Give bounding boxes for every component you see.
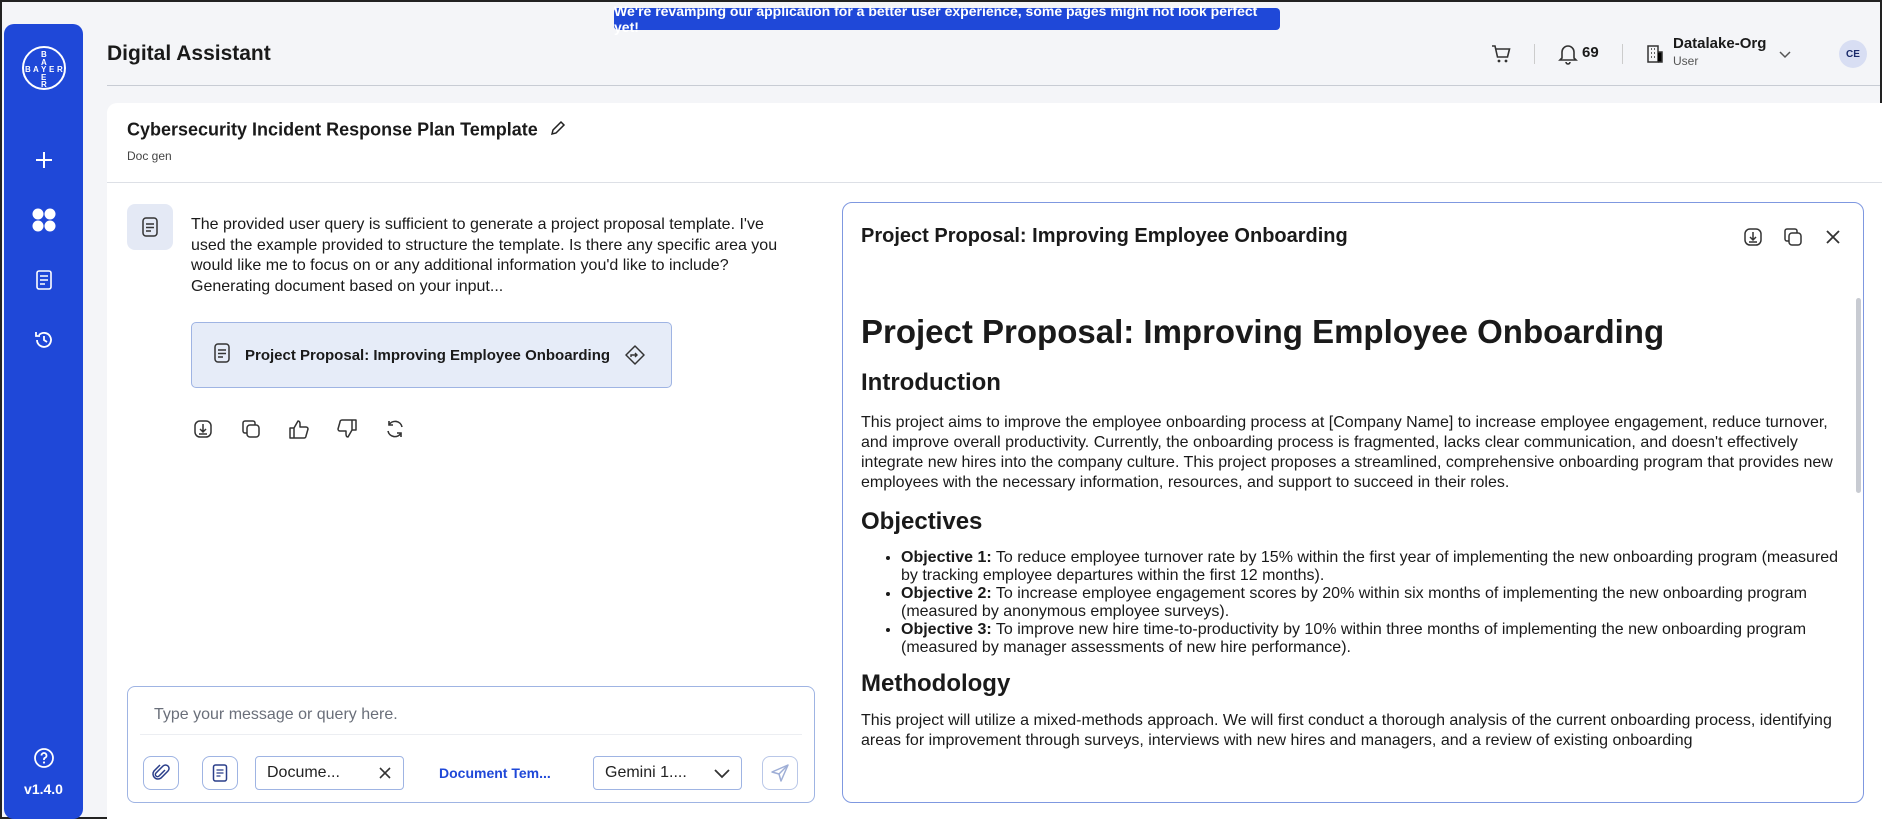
thumbs-down-icon[interactable] [335,417,359,441]
org-role: User [1673,54,1699,68]
edit-pencil-icon[interactable] [549,119,567,142]
preview-scrollbar[interactable] [1856,298,1861,493]
help-icon[interactable] [28,742,60,774]
introduction-text: This project aims to improve the employee onboarding process at [Company Name] to increase employee engagement, reduce turnover, and improve overall productivity. Currently, the onboarding process is fragmented, lacks clear communication, and doesn't effectively integrate new hires into the company culture. This project proposes a streamlined, comprehensive onboarding program that provides new employees with the necessary information, resources, and support to succeed in their roles. [861,414,1833,491]
preview-heading-1: Project Proposal: Improving Employee Onboarding [861,313,1665,350]
user-avatar[interactable]: CE [1839,40,1867,68]
sidebar [4,24,83,819]
page-title: Cybersecurity Incident Response Plan Template [127,119,567,142]
list-item: • Objective 2: To increase employee engagement scores by 20% within six months of implementing the new onboarding program (measured by anonymous employee surveys). [901,585,1845,621]
bayer-logo[interactable]: B A B A Y E R E R [22,46,66,90]
section-heading-introduction: Introduction [861,369,1001,396]
download-icon[interactable] [191,417,215,441]
paperclip-icon [151,763,171,783]
bot-avatar [127,204,173,250]
section-heading-methodology: Methodology [861,670,1011,697]
chevron-down-icon [713,766,731,785]
copy-icon[interactable] [239,417,263,441]
preview-body [861,313,1845,765]
app-version: v1.4.0 [24,781,63,797]
cart-icon[interactable] [1489,42,1513,66]
grid-icon[interactable] [28,204,60,236]
org-name[interactable]: Datalake-Org [1673,35,1767,52]
regenerate-icon[interactable] [383,417,407,441]
document-button[interactable] [202,756,238,790]
revamp-banner: We're revamping our application for a better user experience, some pages might not look perfect yet! [614,8,1280,30]
message-input[interactable] [140,695,802,735]
chevron-down-icon[interactable] [1777,46,1793,62]
close-icon[interactable] [1821,225,1845,249]
plus-icon[interactable] [28,144,60,176]
notification-count[interactable]: 69 [1582,44,1599,61]
attach-button[interactable] [143,756,179,790]
preview-title: Project Proposal: Improving Employee Onboarding [861,225,1348,247]
message-actions [191,417,407,441]
main-card [107,103,1882,819]
bell-icon[interactable] [1556,42,1580,66]
card-divider [107,182,1882,183]
close-icon[interactable] [377,765,393,786]
send-icon [769,762,791,784]
history-icon[interactable] [28,324,60,356]
list-item: • Objective 3: To improve new hire time-to-productivity by 10% within three months of implementing the new onboarding program (measured by manager assessments of new hire performance). [901,621,1845,657]
document-template-link[interactable]: Document Tem... [439,765,551,781]
building-icon [1643,42,1667,66]
copy-icon[interactable] [1781,225,1805,249]
methodology-text: This project will utilize a mixed-methods approach. We will first conduct a thorough analysis of the current onboarding process, identifying areas for improvement through surveys, interviews with new hires and managers, and a review of existing onboarding [861,712,1832,749]
open-document-icon[interactable] [624,344,646,366]
document-chip-label: Project Proposal: Improving Employee Onboarding [245,346,611,364]
document-preview-panel [842,202,1864,803]
app-title: Digital Assistant [107,42,271,65]
page-subtitle: Doc gen [127,149,172,163]
bot-message: The provided user query is sufficient to generate a project proposal template. I've used the example provided to structure the template. Is there any specific area you would like me to focus on or any additional information you'd like to include? Generating document based on your input... [191,216,778,295]
model-select[interactable]: Gemini 1.... [593,756,742,790]
section-heading-objectives: Objectives [861,508,983,535]
document-chip[interactable] [191,322,672,388]
composer [127,686,815,803]
download-icon[interactable] [1741,225,1765,249]
header-divider [107,85,1880,86]
list-item: • Objective 1: To reduce employee turnover rate by 15% within the first year of implementing the new onboarding program (measured by tracking employee departures within the first 12 months). [901,549,1845,585]
thumbs-up-icon[interactable] [287,417,311,441]
document-icon [141,217,159,237]
document-icon [213,343,231,368]
document-icon[interactable] [28,264,60,296]
send-button[interactable] [762,756,798,790]
objectives-list [901,549,1845,657]
document-select[interactable]: Docume... [255,756,404,790]
document-icon [212,764,228,782]
